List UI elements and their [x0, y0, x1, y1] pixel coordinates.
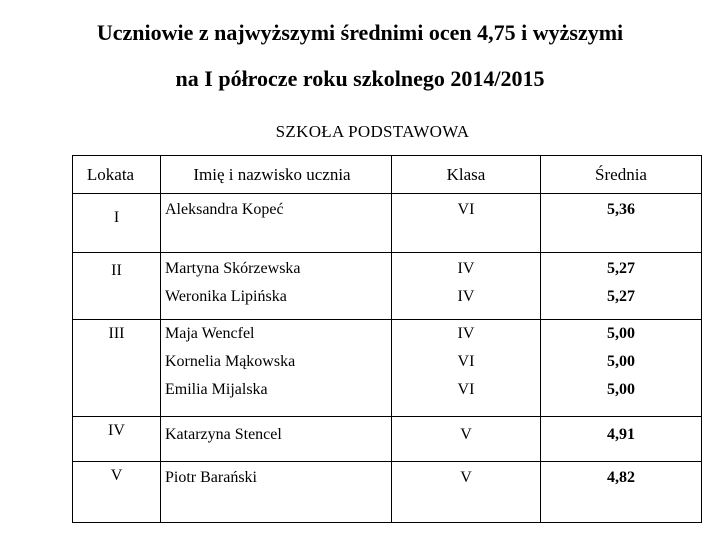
- class-cell: [392, 253, 541, 320]
- student-name: Maja Wencfel: [165, 325, 255, 342]
- name-cell: [161, 194, 392, 253]
- student-class: VI: [457, 201, 475, 218]
- header-average: Średnia: [541, 156, 702, 194]
- rank-value: II: [111, 262, 122, 279]
- student-name: Piotr Barański: [165, 469, 257, 486]
- header-rank: Lokata: [73, 156, 161, 194]
- student-name: Katarzyna Stencel: [165, 426, 282, 443]
- rank-cell: [73, 417, 161, 462]
- student-class: IV: [457, 260, 475, 277]
- results-table: [72, 155, 702, 523]
- student-average: 5,00: [607, 381, 635, 398]
- title-line-1: Uczniowie z najwyższymi średnimi ocen 4,75 i wyższymi: [96, 20, 624, 45]
- header-name: Imię i nazwisko ucznia: [161, 156, 392, 194]
- student-class: VI: [457, 353, 475, 370]
- rank-value: I: [113, 209, 120, 226]
- table-row: [73, 462, 702, 523]
- average-cell: [541, 417, 702, 462]
- name-cell: [161, 320, 392, 417]
- student-class: IV: [457, 288, 475, 305]
- student-name: Kornelia Mąkowska: [165, 353, 296, 370]
- rank-value: III: [108, 325, 125, 342]
- student-name: Martyna Skórzewska: [165, 260, 301, 277]
- rank-cell: [73, 194, 161, 253]
- student-average: 5,00: [607, 325, 635, 342]
- student-class: IV: [457, 325, 475, 342]
- class-cell: [392, 194, 541, 253]
- header-class: Klasa: [392, 156, 541, 194]
- class-cell: [392, 320, 541, 417]
- rank-value: IV: [108, 422, 125, 439]
- student-class: V: [460, 469, 472, 486]
- student-name: Emilia Mijalska: [165, 381, 268, 398]
- class-cell: [392, 462, 541, 523]
- student-average: 4,91: [607, 426, 635, 443]
- rank-cell: [73, 462, 161, 523]
- student-class: VI: [457, 381, 475, 398]
- class-cell: [392, 417, 541, 462]
- student-name: Weronika Lipińska: [165, 288, 287, 305]
- table-row: [73, 417, 702, 462]
- student-average: 5,27: [607, 288, 635, 305]
- name-cell: [161, 253, 392, 320]
- table-row: [73, 320, 702, 417]
- average-cell: [541, 253, 702, 320]
- title-line-2: na I półrocze roku szkolnego 2014/2015: [175, 66, 545, 91]
- student-average: 5,00: [607, 353, 635, 370]
- table-row: [73, 253, 702, 320]
- table-row: [73, 194, 702, 253]
- rank-cell: [73, 320, 161, 417]
- average-cell: [541, 194, 702, 253]
- rank-cell: [73, 253, 161, 320]
- table-header-row: [73, 156, 702, 194]
- student-average: 5,27: [607, 260, 635, 277]
- school-label: SZKOŁA PODSTAWOWA: [275, 122, 470, 141]
- average-cell: [541, 462, 702, 523]
- rank-value: V: [110, 467, 123, 484]
- name-cell: [161, 462, 392, 523]
- name-cell: [161, 417, 392, 462]
- student-average: 4,82: [607, 469, 635, 486]
- student-average: 5,36: [607, 201, 635, 218]
- student-class: V: [460, 426, 472, 443]
- student-name: Aleksandra Kopeć: [165, 201, 284, 218]
- average-cell: [541, 320, 702, 417]
